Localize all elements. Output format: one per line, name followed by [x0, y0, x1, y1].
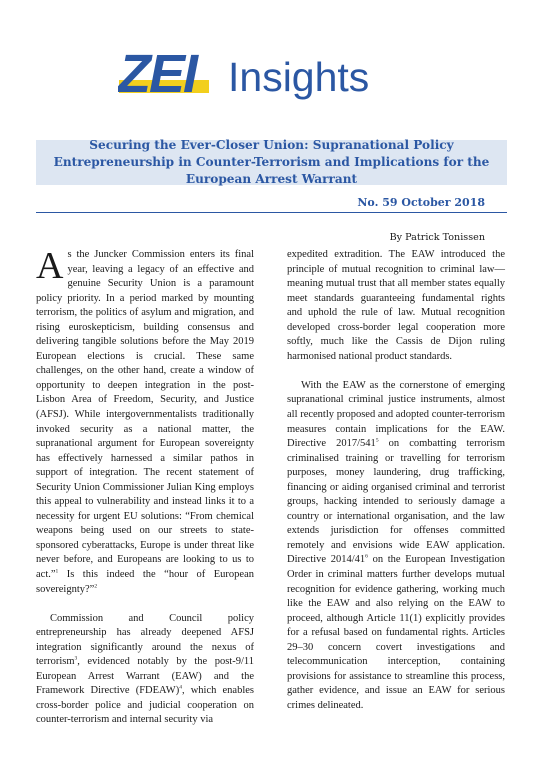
paragraph-1 — [36, 245, 254, 597]
zei-insights-logo — [118, 44, 418, 124]
zei-logo-graphic — [118, 44, 418, 124]
paragraph-3-text-b: on combatting terrorism criminalised training or travelling for terrorism purposes, money laundering, drug trafficking, financing or aiding organised criminal and terrorist groups, hacking intended to seriously damage a country or international organisation, and the law extends jurisdiction for offenses committed remotely and envisions wide EAW application. Directive 2014/41 — [287, 438, 506, 566]
author-byline: By Patrick Tonissen — [389, 232, 485, 243]
footnote-ref-1[interactable]: 1 — [55, 568, 59, 575]
paragraph-2-continued: expedited extradition. The EAW introduced the principle of mutual recognition to criminal law—meaning mutual trust that all member states equally meet standards guaranteeing fundamental rights and uphold the rule of law. Mutual recognition developed cross-border legal cooperation more softly, much like the Cassis de Dijon ruling harmonised national product standards. — [287, 249, 505, 362]
header-divider — [36, 212, 507, 213]
paragraph-3 — [287, 379, 505, 714]
paragraph-2-text-b: , evidenced notably by the post-9/11 European Arrest Warrant (EAW) and the Framework Directive (FDEAW) — [36, 656, 254, 697]
paragraph-3-text-c: on the European Investigation Order in criminal matters further develops mutual recognition for evidence gathering, working much like the EAW and also relying on the EAW to proceed, although Article 11(1) explicitly provides for a refusal based on fundamental rights. Articles 29–30 concern covert investigations and telecommunication interception, containing provisions for assistance to streamline this process, gather evidence, and issue an EAW for serious crimes delineated. — [287, 554, 505, 711]
paragraph-3-text-a: With the EAW as the cornerstone of emerging supranational criminal justice instruments, almost all recently proposed and adopted counter-terrorism measures contain implications for the EAW. Directive 2017/541 — [287, 379, 505, 450]
paragraph-1-text-a: s the Juncker Commission enters its final year, leaving a legacy of an effective and genuine Security Union is a paramount policy priority. In a period marked by mounting terrorism, the politics of asylum and migration, and rising euroskepticism, building consensus and delivering tangible solutions before the May 2019 European elections is crucial. These same challenges, on the other hand, create a window of opportunity to deepen integration in the post-Lisbon Area of Freedom, Security, and Justice (AFSJ). While intergovernmentalists traditionally invoked security as a national matter, the supranational argument for European sovereignty has effectively harnessed a similar pathos in support of integration. The recent statement of Security Union Commissioner Julian King employs this appeal to vulnerability and instead links it to a necessity for urgent EU solutions: “From chemical weapons being used on our streets to state-sponsored cyberattacks, Europe is under threat like never before, and Europeans are looking to us to act.” — [36, 249, 254, 581]
footnote-ref-4[interactable]: 4 — [179, 684, 182, 691]
paragraph-2-text-a: Commission and Council policy entrepreneurship has already deepened AFSJ integration significantly around the nexus of terrorism — [36, 612, 254, 668]
paragraph-1-text-b: Is this indeed the “hour of European sovereignty?” — [36, 569, 254, 595]
footnote-ref-6[interactable]: 6 — [365, 553, 368, 560]
text-column-right — [287, 248, 505, 728]
footnote-ref-5[interactable]: 5 — [375, 437, 379, 444]
drop-cap: A — [36, 245, 64, 287]
paragraph-2-text-c: , which enables cross-border police and judicial cooperation on counter-terrorism and internal security via — [36, 685, 254, 726]
footnote-ref-2[interactable]: 2 — [94, 583, 98, 590]
paragraph-2 — [36, 612, 254, 728]
logo-zei-text: ZEI — [118, 44, 197, 104]
logo-insights-text: Insights — [228, 54, 370, 100]
title-band — [36, 140, 507, 185]
issue-number-date: No. 59 October 2018 — [357, 196, 485, 209]
text-column-left — [36, 245, 254, 743]
paper-title: Securing the Ever-Closer Union: Supranational Policy Entrepreneurship in Counter-Terrorism and Implications for the European Arrest Warrant — [53, 138, 490, 186]
footnote-ref-3[interactable]: 3 — [74, 655, 78, 662]
